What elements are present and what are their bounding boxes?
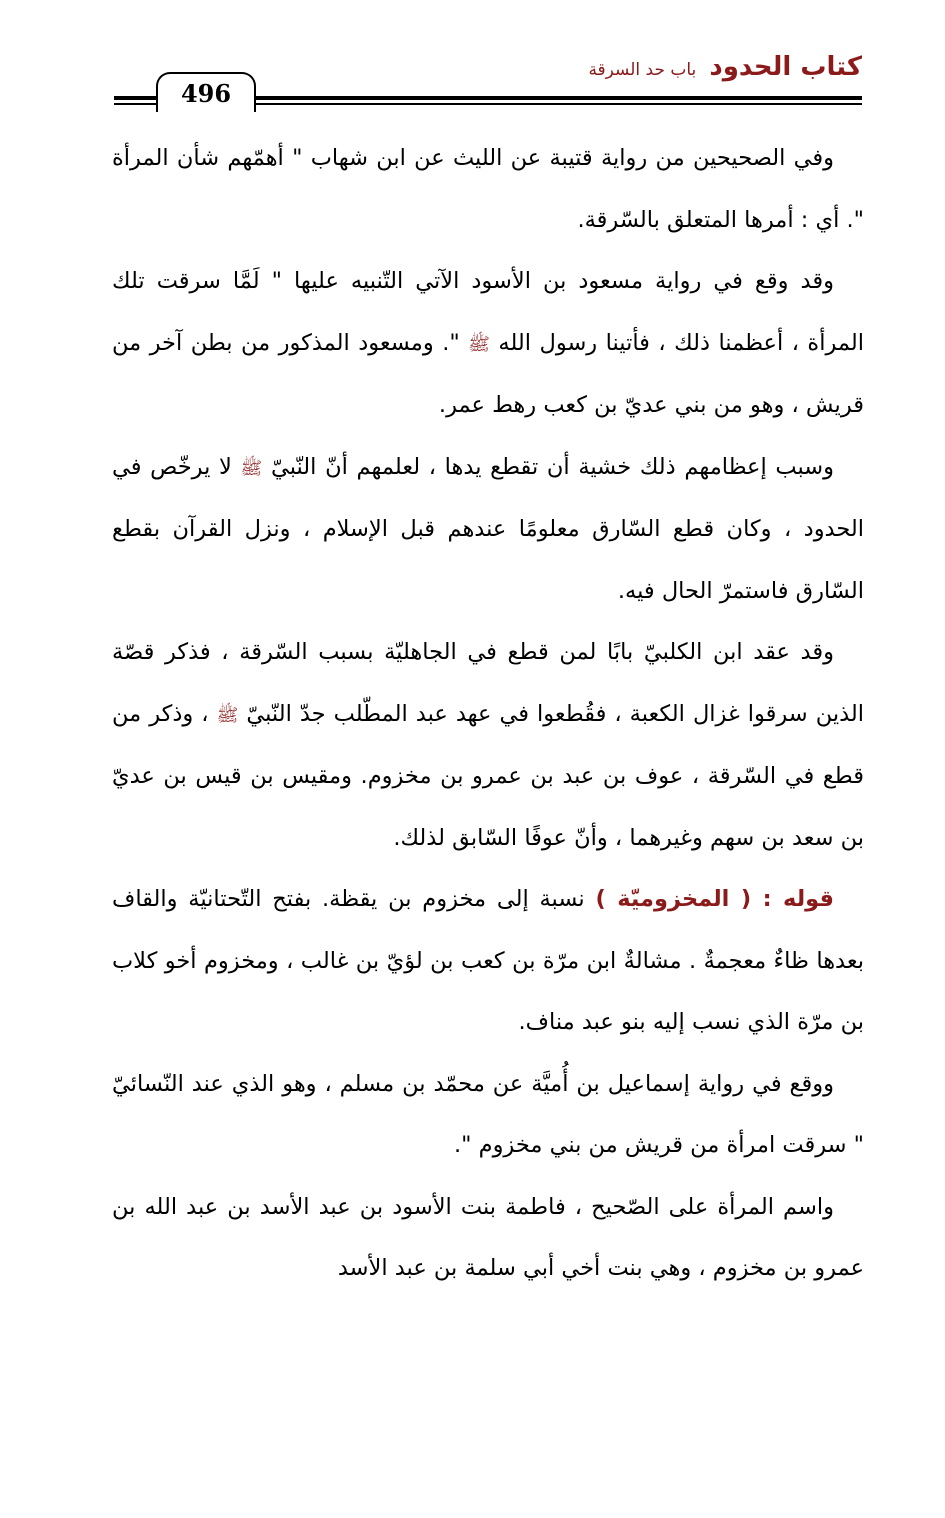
qawl-label: قوله : ( المخزوميّة ) — [595, 886, 834, 912]
salawat-glyph: ﷺ — [216, 704, 239, 726]
paragraph-text: ، وذكر من قطع في السّرقة ، عوف بن عبد بن عمرو بن مخزوم. ومقيس بن قيس بن عديّ بن سعد بن سهم وغيرهما ، وأنّ عوفًا السّابق لذلك. — [112, 700, 864, 851]
chapter-title: باب حد السرقة — [588, 60, 697, 80]
salawat-glyph: ﷺ — [240, 457, 263, 479]
book-title: كتاب الحدود — [709, 52, 862, 82]
page-body — [112, 128, 864, 1300]
paragraph-6 — [112, 1054, 864, 1177]
page-number: 496 — [156, 72, 256, 112]
paragraph-1 — [112, 128, 864, 251]
running-title — [588, 52, 862, 82]
paragraph-text: وقد عقد ابن الكلبيّ بابًا لمن قطع في الجاهليّة بسبب السّرقة ، فذكر قصّة الذين سرقوا غزال الكعبة ، فقُطعوا في عهد عبد المطّلب جدّ النّبيّ — [112, 639, 864, 727]
page-header — [110, 52, 862, 108]
paragraph-text: نسبة إلى مخزوم بن يقظة. بفتح التّحتانيّة والقاف بعدها ظاءٌ معجمةٌ . مشالةٌ ابن مرّة بن كعب بن لؤيّ بن غالب ، ومخزوم أخو كلاب بن مرّة الذي نسب إليه بنو عبد مناف. — [112, 886, 864, 1035]
paragraph-2 — [112, 251, 864, 437]
paragraph-text: وفي الصحيحين من رواية قتيبة عن الليث عن ابن شهاب " أهمّهم شأن المرأة ". أي : أمرها المتعلق بالسّرقة. — [112, 145, 864, 233]
paragraph-text: لا يرخّص في الحدود ، وكان قطع السّارق معلومًا عندهم قبل الإسلام ، ونزل القرآن بقطع السّارق فاستمرّ الحال فيه. — [112, 453, 864, 604]
paragraph-text: وسبب إعظامهم ذلك خشية أن تقطع يدها ، لعلمهم أنّ النّبيّ — [270, 453, 835, 480]
salawat-glyph: ﷺ — [468, 333, 490, 355]
paragraph-4 — [112, 622, 864, 869]
paragraph-5 — [112, 869, 864, 1054]
paragraph-3 — [112, 437, 864, 623]
paragraph-7 — [112, 1177, 864, 1300]
paragraph-text: ". ومسعود المذكور من بطن آخر من قريش ، وهو من بني عديّ بن كعب رهط عمر. — [112, 329, 864, 418]
paragraph-text: واسم المرأة على الصّحيح ، فاطمة بنت الأسود بن عبد الأسد بن عبد الله بن عمرو بن مخزوم ، وهي بنت أخي أبي سلمة بن عبد الأسد — [112, 1193, 864, 1281]
paragraph-text: ووقع في رواية إسماعيل بن أُميَّة عن محمّد بن مسلم ، وهو الذي عند النّسائيّ " سرقت امرأة من قريش من بني مخزوم ". — [112, 1070, 864, 1158]
paragraph-text: وقد وقع في رواية مسعود بن الأسود الآتي التّنبيه عليها " لَمَّا سرقت تلك المرأة ، أعظمنا ذلك ، فأتينا رسول الله — [112, 268, 864, 356]
